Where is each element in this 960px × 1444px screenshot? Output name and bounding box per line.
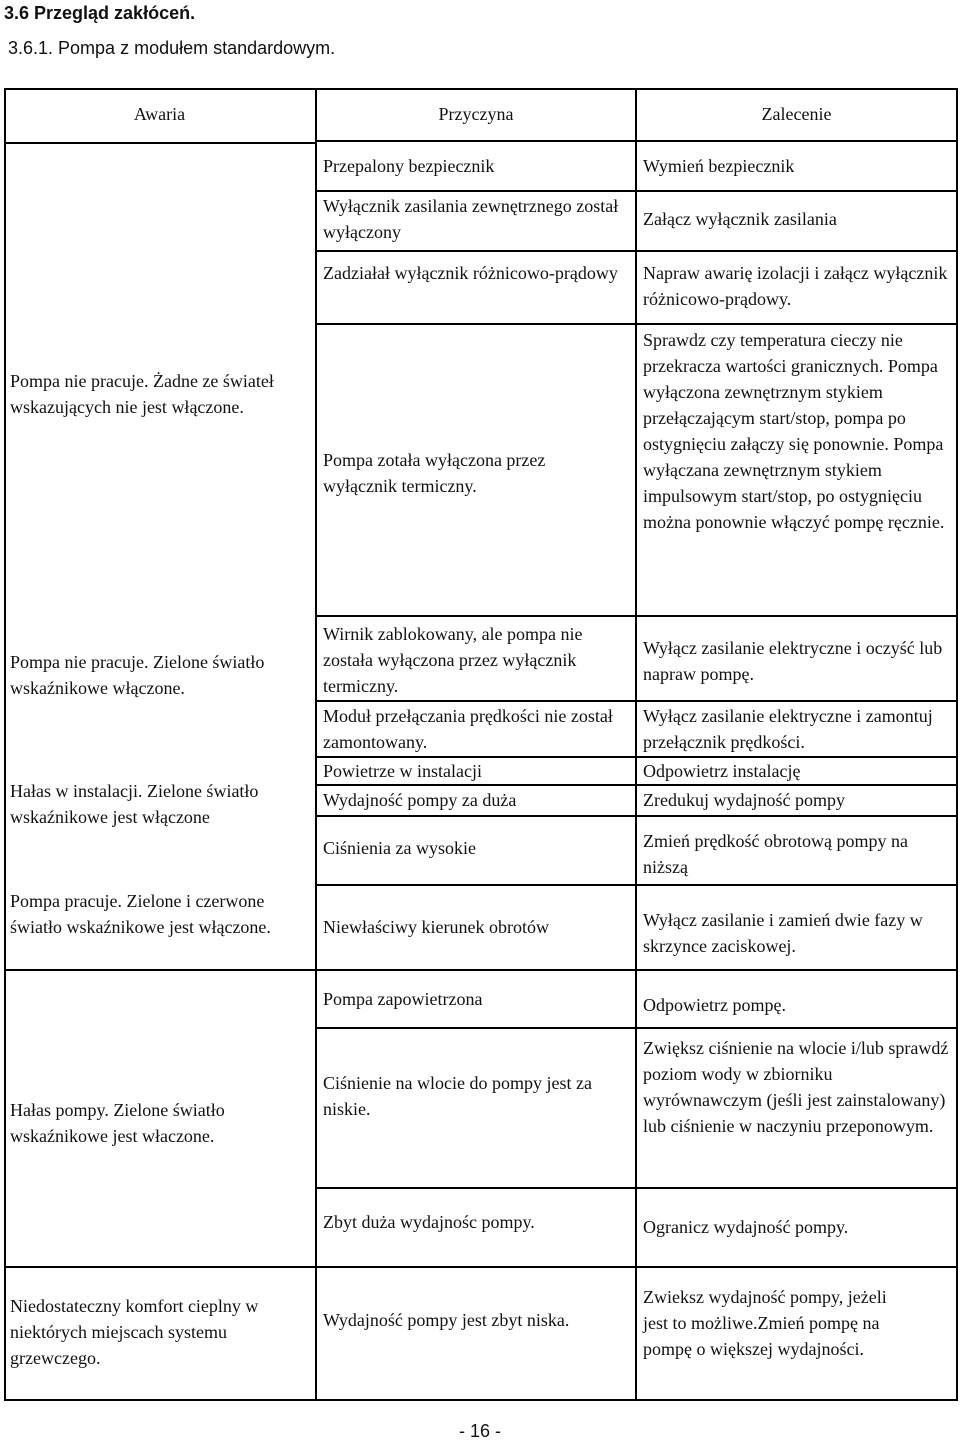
przyczyna-cell: Wydajność pompy za duża <box>323 790 517 810</box>
row-divider <box>315 323 958 325</box>
zalecenie-cell: Ogranicz wydajność pompy. <box>643 1217 849 1237</box>
zalecenie-cell: Zredukuj wydajność pompy <box>643 790 845 810</box>
section-title: 3.6 Przegląd zakłóceń. <box>4 3 196 23</box>
table-border-bottom <box>4 1399 958 1401</box>
przyczyna-cell: Wydajność pompy jest zbyt niska. <box>323 1310 570 1330</box>
table-border-top <box>4 88 958 90</box>
row-divider <box>315 1027 958 1029</box>
awaria-cell: Pompa nie pracuje. Zielone światło wskaźnikowe włączone. <box>10 652 265 698</box>
przyczyna-cell: Ciśnienia za wysokie <box>323 838 476 858</box>
row-divider <box>315 700 958 702</box>
przyczyna-cell: Wirnik zablokowany, ale pompa nie została wyłączona przez wyłącznik termiczny. <box>323 624 583 696</box>
row-divider <box>4 142 315 144</box>
row-divider <box>315 190 958 192</box>
subsection-title: 3.6.1. Pompa z modułem standardowym. <box>8 38 336 58</box>
column-divider <box>635 88 637 1401</box>
row-divider <box>315 884 958 886</box>
row-divider <box>315 615 958 617</box>
row-divider <box>315 784 958 786</box>
row-divider <box>315 140 958 142</box>
zalecenie-cell: Napraw awarię izolacji i załącz wyłącznik różnicowo-prądowy. <box>643 263 948 309</box>
row-divider <box>315 815 958 817</box>
zalecenie-cell: Wymień bezpiecznik <box>643 156 795 176</box>
row-divider <box>4 969 958 971</box>
przyczyna-cell: Pompa zotała wyłączona przez wyłącznik termiczny. <box>323 450 546 496</box>
header-przyczyna: Przyczyna <box>438 104 514 124</box>
przyczyna-cell: Niewłaściwy kierunek obrotów <box>323 917 549 937</box>
troubleshooting-table <box>4 88 958 1401</box>
przyczyna-cell: Pompa zapowietrzona <box>323 989 483 1009</box>
header-zalecenie: Zalecenie <box>761 104 832 124</box>
awaria-cell: Pompa nie pracuje. Żadne ze świateł wskazujących nie jest włączone. <box>10 371 274 417</box>
zalecenie-cell: Sprawdz czy temperatura cieczy nie przekracza wartości granicznych. Pompa wyłączona zewnętrznym stykiem przełączającym start/stop, pompa po ostygnięciu załączy się ponownie. Pompa wyłączana zewnętrznym stykiem impulsowym start/stop, po ostygnięciu można ponownie włączyć pompę ręcznie. <box>643 330 945 532</box>
page-number: - 16 - <box>458 1421 501 1441</box>
table-border-right <box>956 88 958 1401</box>
przyczyna-cell: Przepalony bezpiecznik <box>323 156 495 176</box>
row-divider <box>315 250 958 252</box>
row-divider <box>315 1187 958 1189</box>
przyczyna-cell: Zbyt duża wydajnośc pompy. <box>323 1212 535 1232</box>
awaria-cell: Niedostateczny komfort cieplny w niektórych miejscach systemu grzewczego. <box>10 1296 259 1368</box>
zalecenie-cell: Odpowietrz pompę. <box>643 995 786 1015</box>
zalecenie-cell: Zmień prędkość obrotową pompy na niższą <box>643 831 908 877</box>
column-divider <box>315 88 317 1401</box>
awaria-cell: Pompa pracuje. Zielone i czerwone światło wskaźnikowe jest włączone. <box>10 891 271 937</box>
zalecenie-cell: Załącz wyłącznik zasilania <box>643 209 837 229</box>
zalecenie-cell: Wyłącz zasilanie elektryczne i oczyść lub napraw pompę. <box>643 638 943 684</box>
przyczyna-cell: Wyłącznik zasilania zewnętrznego został wyłączony <box>323 196 619 242</box>
przyczyna-cell: Zadziałał wyłącznik różnicowo-prądowy <box>323 263 618 283</box>
header-awaria: Awaria <box>133 104 186 124</box>
row-divider <box>4 1266 958 1268</box>
przyczyna-cell: Ciśnienie na wlocie do pompy jest za niskie. <box>323 1073 592 1119</box>
awaria-cell: Hałas pompy. Zielone światło wskaźnikowe jest właczone. <box>10 1100 225 1146</box>
przyczyna-cell: Powietrze w instalacji <box>323 761 482 781</box>
zalecenie-cell: Odpowietrz instalację <box>643 761 801 781</box>
table-border-left <box>4 88 6 1401</box>
awaria-cell: Hałas w instalacji. Zielone światło wskaźnikowe jest włączone <box>10 781 259 827</box>
przyczyna-cell: Moduł przełączania prędkości nie został zamontowany. <box>323 706 613 752</box>
zalecenie-cell: Zwieksz wydajność pompy, jeżeli jest to możliwe.Zmień pompę na pompę o większej wydajności. <box>643 1287 887 1359</box>
zalecenie-cell: Wyłącz zasilanie elektryczne i zamontuj przełącznik prędkości. <box>643 706 933 752</box>
zalecenie-cell: Zwiększ ciśnienie na wlocie i/lub sprawdź poziom wody w zbiorniku wyrównawczym (jeśli jest zainstalowany) lub ciśnienie w naczyniu przeponowym. <box>643 1038 949 1136</box>
zalecenie-cell: Wyłącz zasilanie i zamień dwie fazy w skrzynce zaciskowej. <box>643 910 923 956</box>
